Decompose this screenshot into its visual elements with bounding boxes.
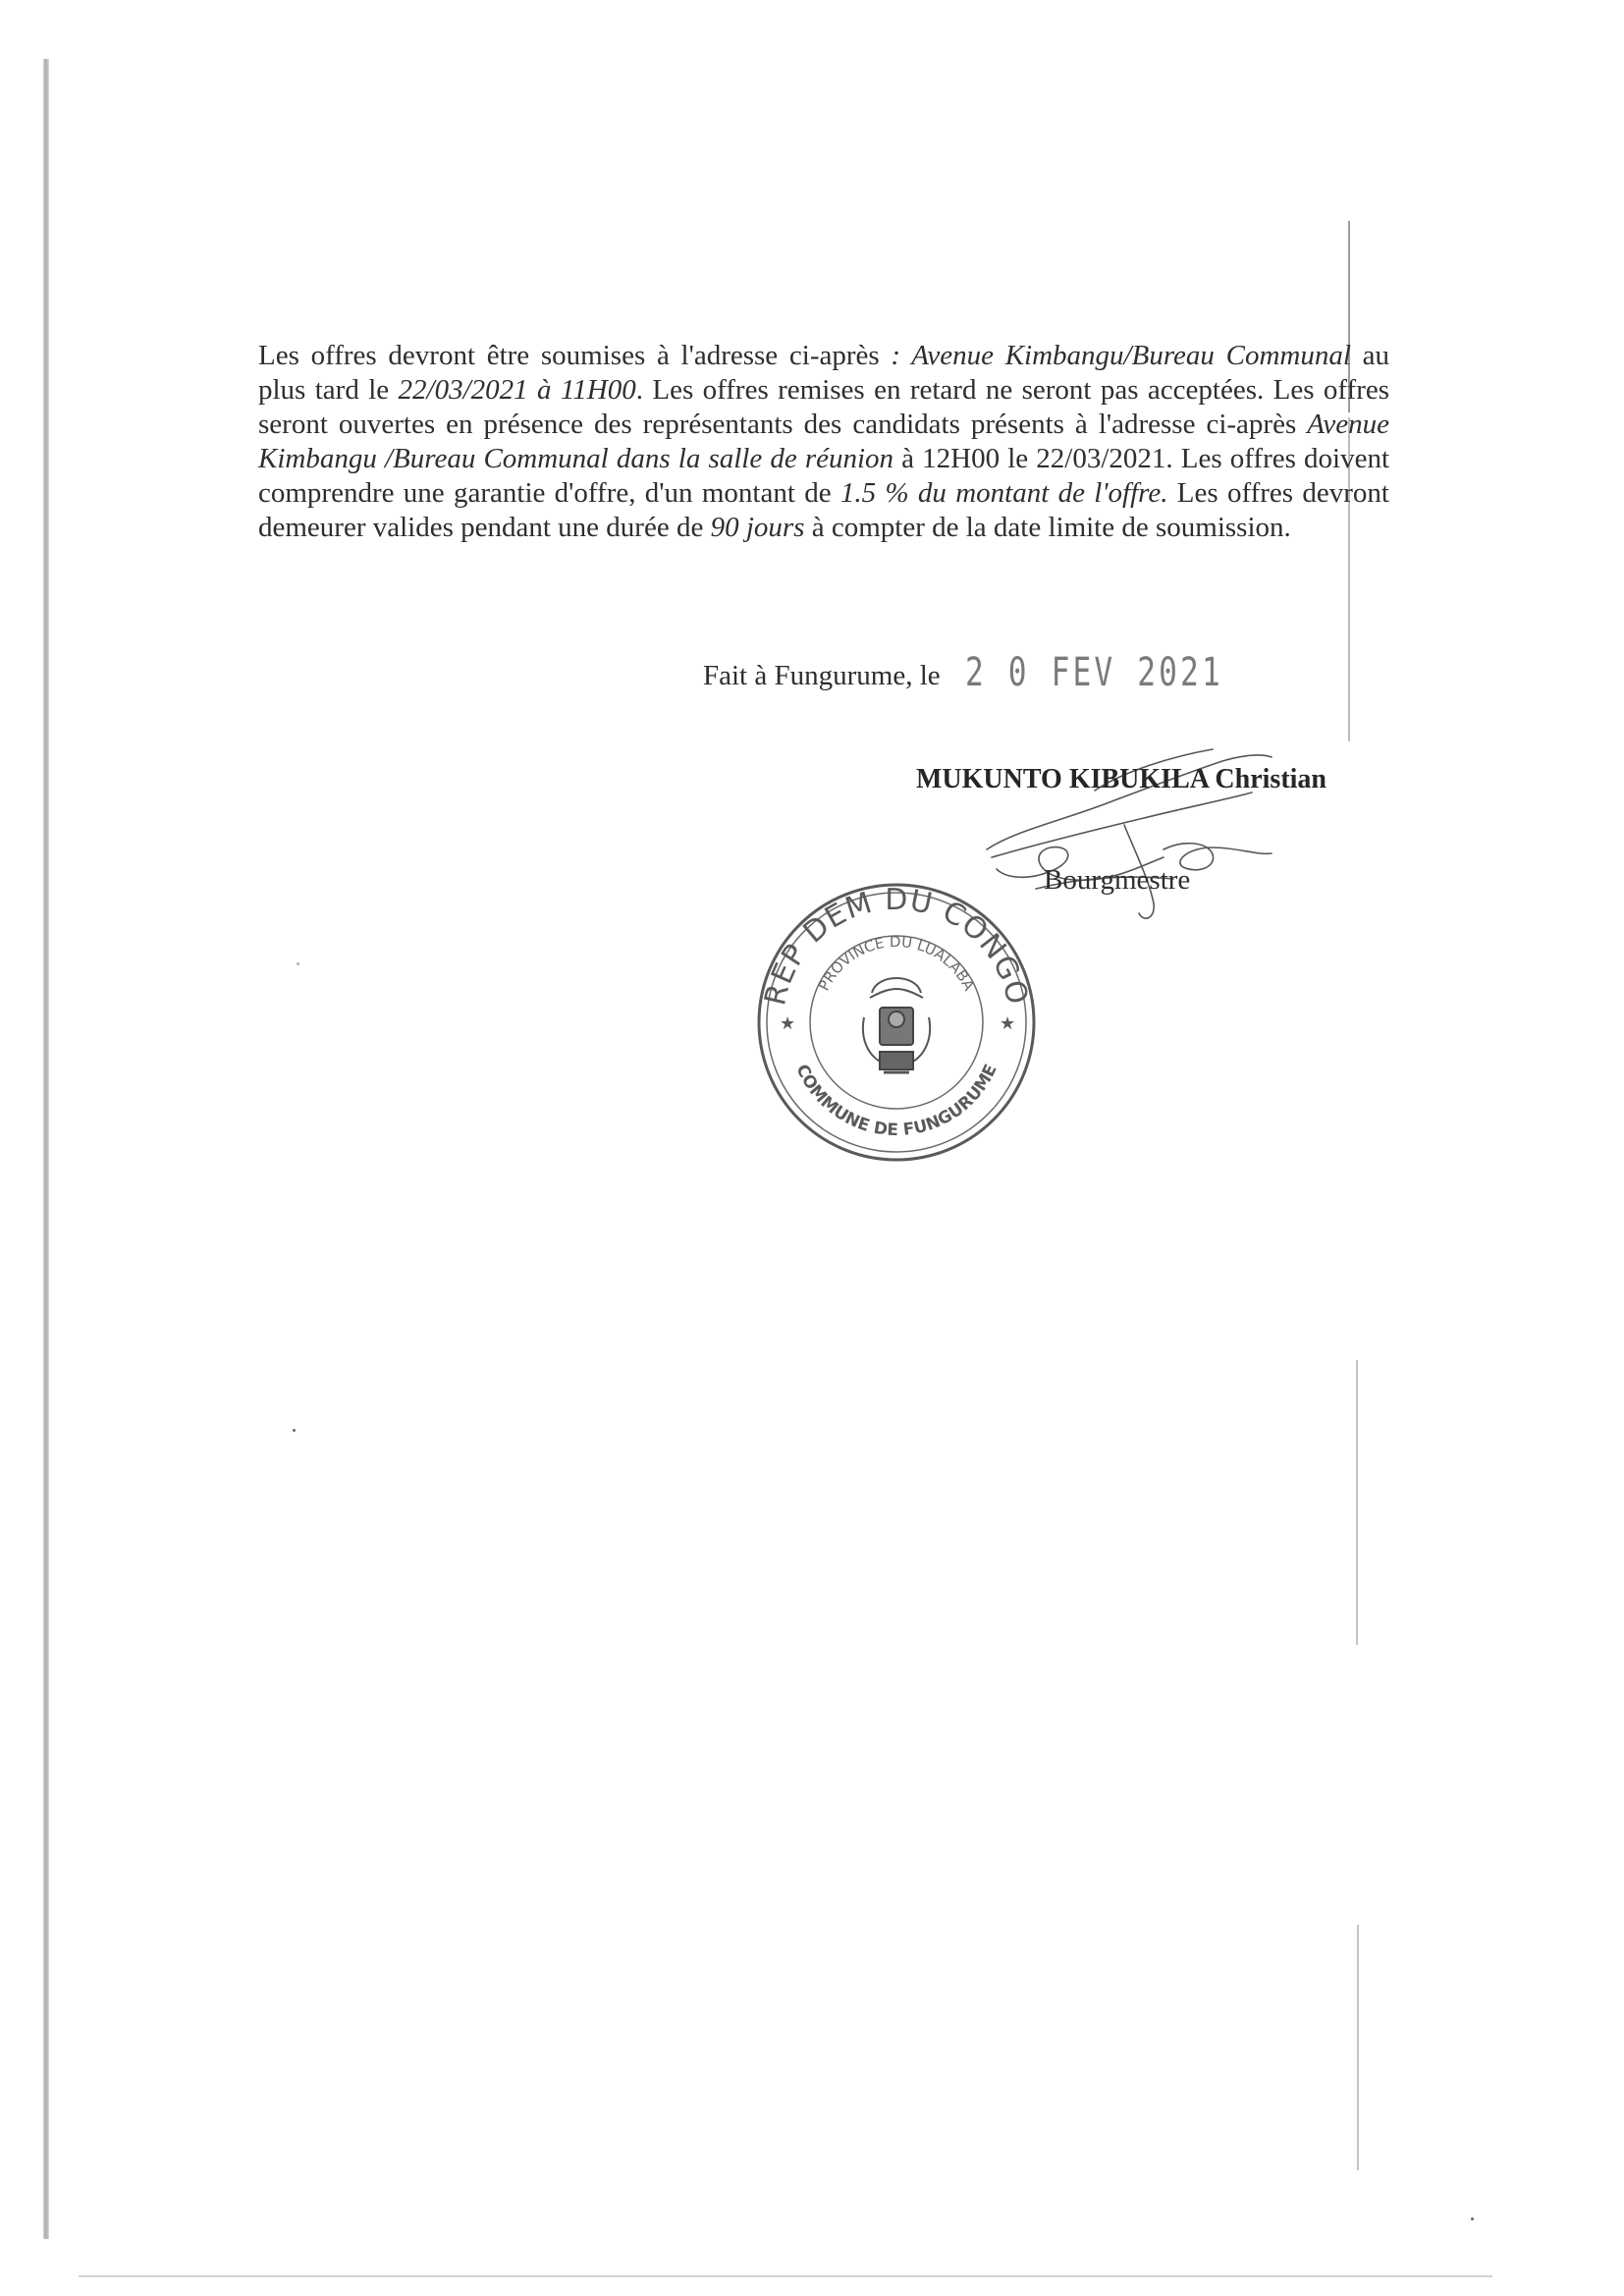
signatory-name: MUKUNTO KIBUKILA Christian xyxy=(916,764,1326,794)
seal-star-icon: ★ xyxy=(780,1013,796,1033)
scan-speck xyxy=(297,962,299,965)
scan-speck xyxy=(1471,2217,1474,2220)
coat-of-arms-icon xyxy=(863,978,930,1072)
date-stamp: 2 0 FEV 2021 xyxy=(965,650,1223,695)
place-line: Fait à Fungurume, le xyxy=(703,660,941,691)
svg-text:PROVINCE DU LUALABA xyxy=(815,933,978,994)
seal-text-bottom: COMMUNE DE FUNGURUME xyxy=(791,1061,1001,1141)
signatory-title: Bourgmestre xyxy=(1044,864,1191,896)
fold-line xyxy=(1357,1925,1359,2170)
scan-speck xyxy=(293,1429,296,1432)
submission-paragraph: Les offres devront être soumises à l'adresse ci-après : Avenue Kimbangu/Bureau Communal au plus tard le 22/03/2021 à 11H00. Les offres remises en retard ne seront pas acceptées. Les offres seront ouvertes en présence des représentants des candidats présents à l'adresse ci-après Avenue Kimbangu /Bureau Communal dans la salle de réunion à 12H00 le 22/03/2021. Les offres doivent comprendre une garantie d'offre, d'un montant de 1.5 % du montant de l'offre. Les offres devront demeurer valides pendant une durée de 90 jours à compter de la date limite de soumission. xyxy=(258,340,1390,543)
scan-edge-bottom xyxy=(79,2275,1492,2277)
seal-star-icon: ★ xyxy=(1000,1013,1016,1033)
scan-edge-left xyxy=(43,59,49,2239)
seal-text-top: REP DEM DU CONGO xyxy=(758,882,1035,1010)
fold-line xyxy=(1356,1360,1358,1645)
seal-text-inner: PROVINCE DU LUALABA xyxy=(814,932,978,994)
official-seal xyxy=(754,880,1039,1165)
